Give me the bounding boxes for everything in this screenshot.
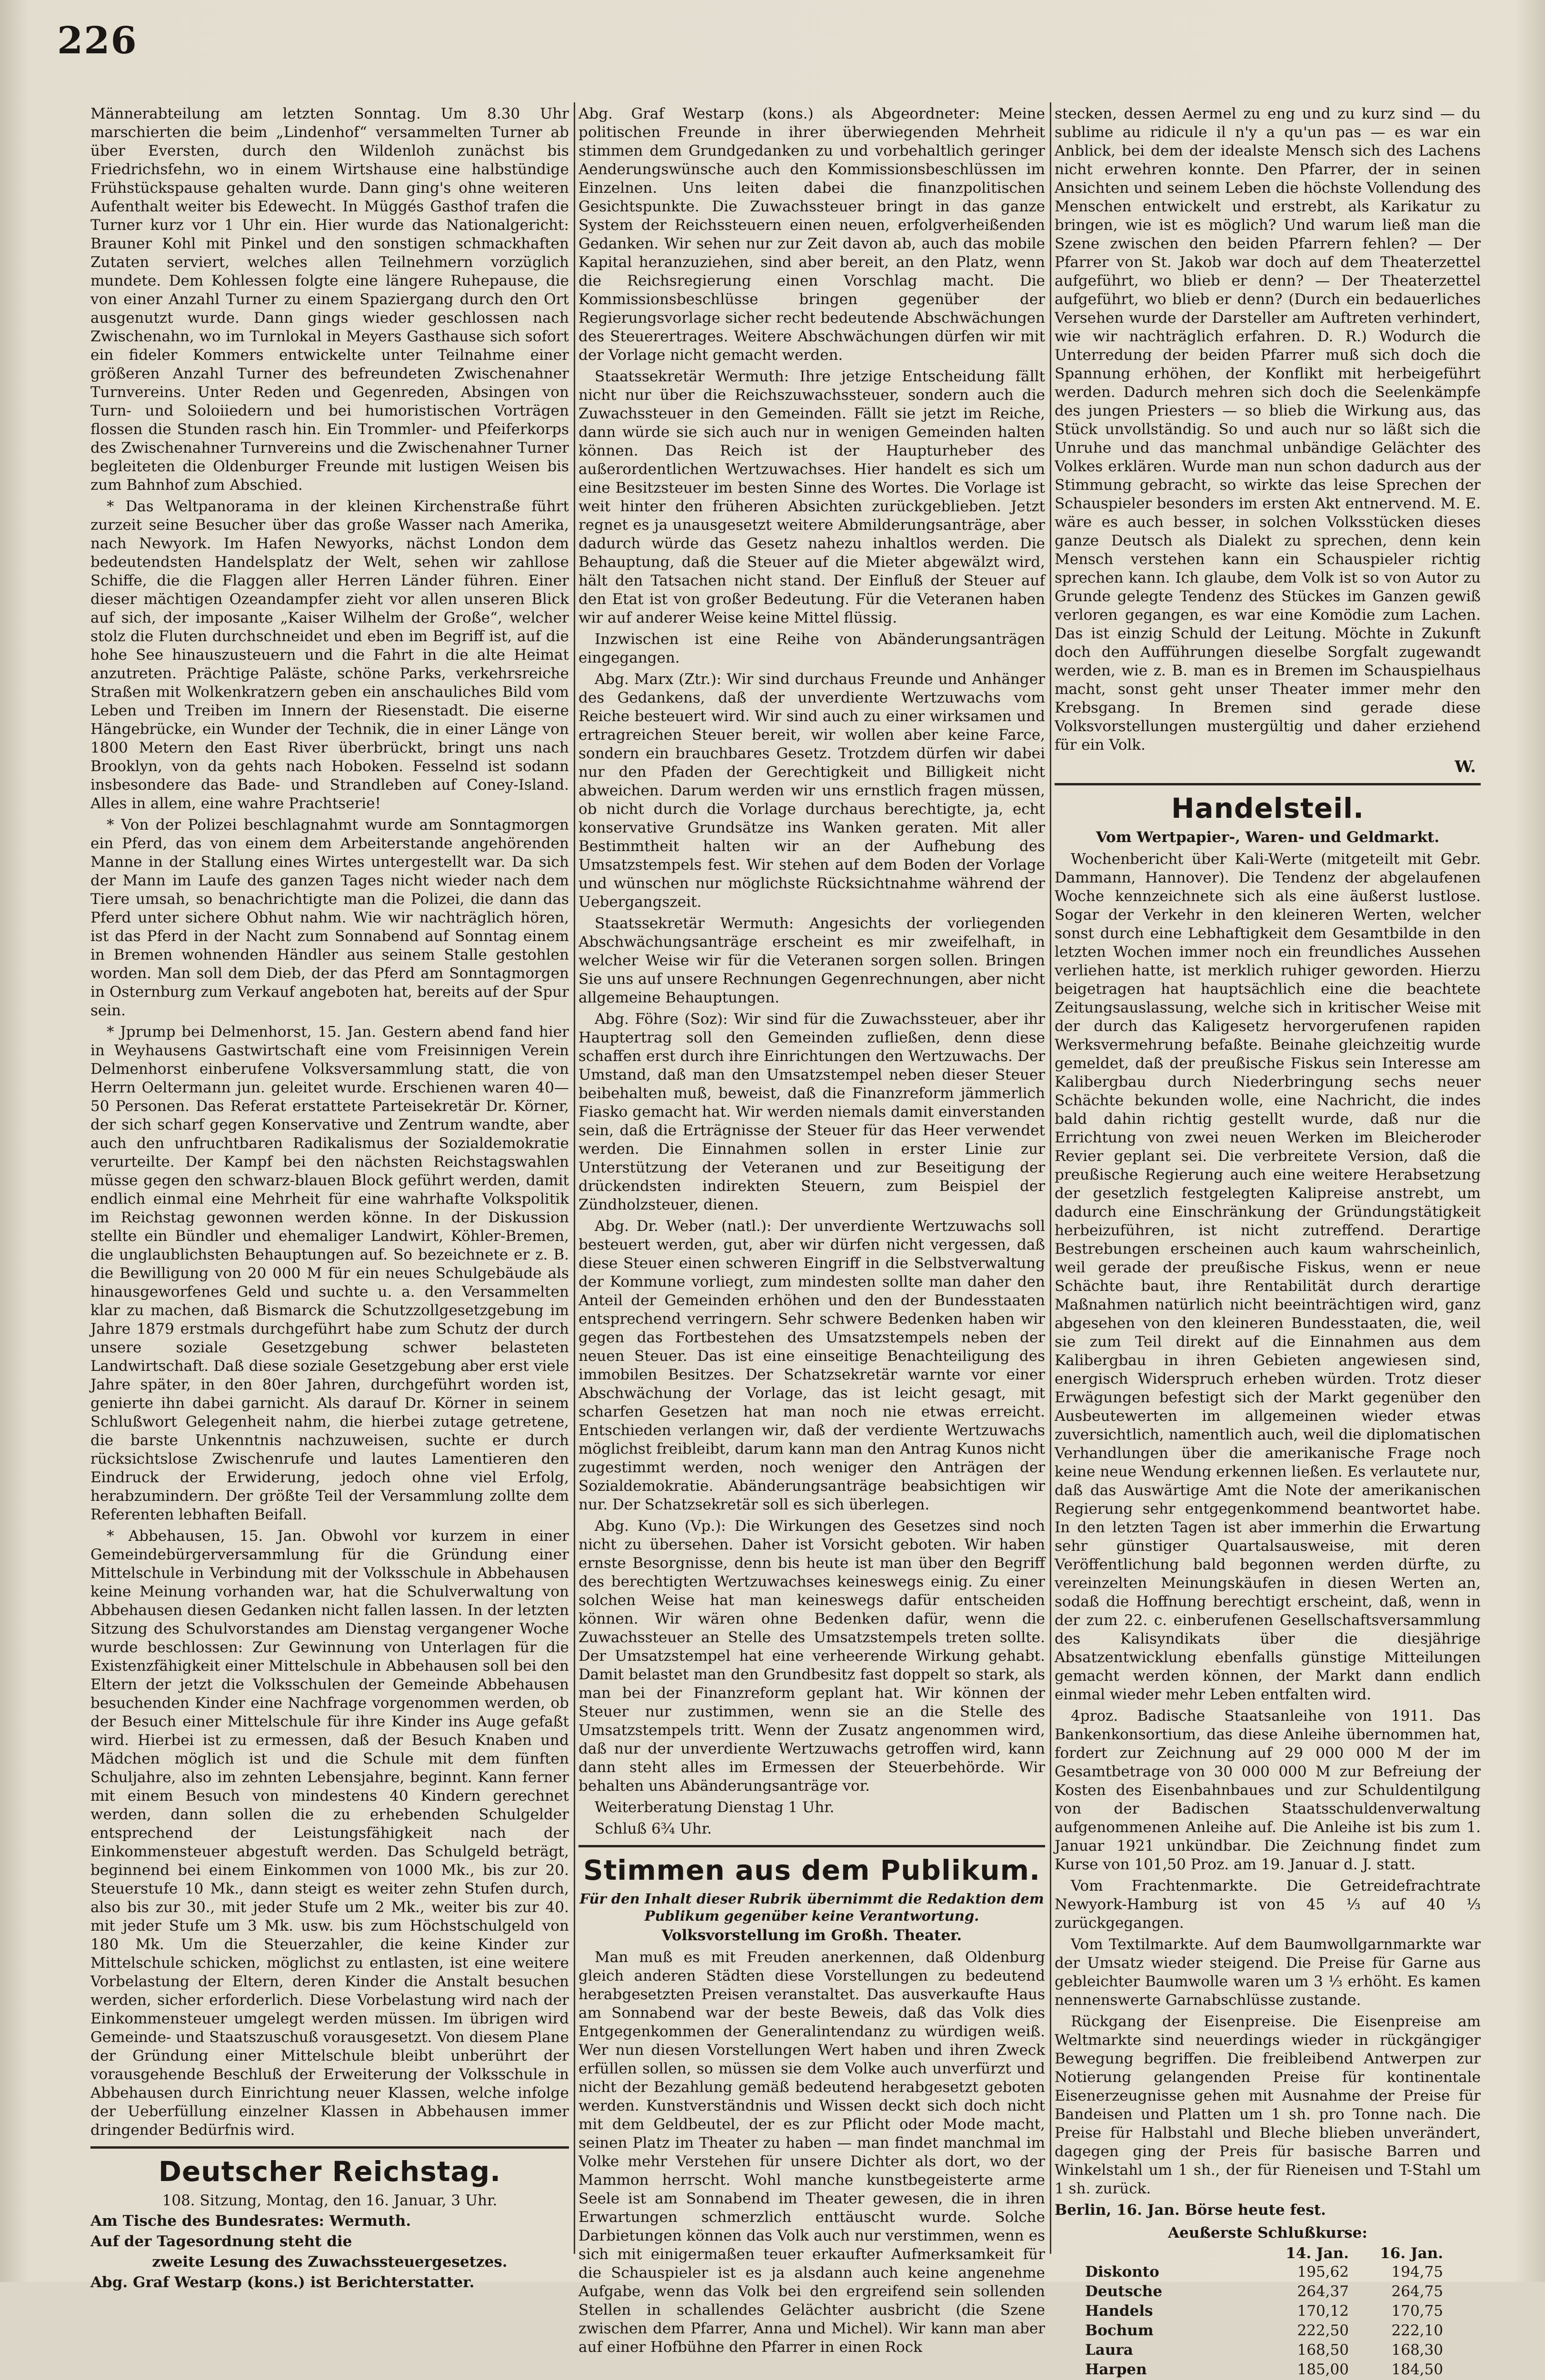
stock-row xyxy=(1083,2340,1445,2360)
article-textilmarkt: Vom Textilmarkte. Auf dem Baumwollgarnmarkte war der Umsatz wieder steigend. Die Preise für Garne aus gebleichter Baumwolle waren um 3 ⅓ erhöht. Es kamen nennenswerte Garnabschlüsse zustande. xyxy=(1055,1936,1481,2009)
stock-price-16-jan: 170,75 xyxy=(1391,2302,1443,2320)
reichstag-bundesrat: Am Tische des Bundesrates: Wermuth. xyxy=(90,2212,411,2230)
stock-price-16-jan: 168,30 xyxy=(1391,2341,1443,2359)
reichstag-reporter: Abg. Graf Westarp (kons.) ist Berichterstatter. xyxy=(90,2274,475,2291)
section-divider xyxy=(578,1845,1045,1847)
stock-name: Diskonto xyxy=(1085,2263,1159,2281)
next-session: Weiterberatung Dienstag 1 Uhr. xyxy=(595,1799,835,1816)
article-delmenhorst: * Jprump bei Delmenhorst, 15. Jan. Gestern abend fand hier in Weyhausens Gastwirtschaft eine vom Freisinnigen Verein Delmenhorst einberufene Volksversammlung statt, die von Herrn Oeltermann jun. geleitet wurde. Erschienen waren 40—50 Personen. Das Referat erstattete Parteisekretär Dr. Körner, der sich scharf gegen Konservative und Zentrum wandte, aber auch den unfruchtbaren Radikalismus der Sozialdemokratie verurteilte. Der Kampf bei den nächsten Reichstagswahlen müsse gegen den schwarz-blauen Block geführt werden, damit endlich einmal eine Mehrheit für eine wahrhafte Volkspolitik im Reichstag gewonnen werden könne. In der Diskussion stellte ein Bündler und ehemaliger Landwirt, Köhler-Bremen, die unglaublichsten Behauptungen auf. So bezeichnete er z. B. die Bewilligung von 20 000 M für ein neues Schulgebäude als hinausgeworfenes Geld und suchte u. a. den Versammelten klar zu machen, daß Bismarck die Schutzzollgesetzgebung im Jahre 1879 erstmals durchgeführt habe zum Schutz der durch unsere soziale Gesetzgebung schwer belasteten Landwirtschaft. Daß diese soziale Gesetzgebung aber erst viele Jahre später, in den 80er Jahren, durchgeführt worden ist, genierte ihn dabei garnicht. Als darauf Dr. Körner in seinem Schlußwort Gelegenheit nahm, die hierbei zutage getretene, die barste Unkenntnis nachzuweisen, suchte er durch rücksichtslose Zwischenrufe und lautes Lamentieren den Eindruck der Erwiderung, jedoch ohne viel Erfolg, herabzumindern. Der größte Teil der Versammlung zollte dem Referenten lebhaften Beifall. xyxy=(90,1023,569,1523)
article-polizei: * Von der Polizei beschlagnahmt wurde am Sonntagmorgen ein Pferd, das von einem dem Arbeiterstande angehörenden Manne in der Stallung eines Wirtes untergestellt war. Da sich der Mann im Laufe des ganzen Tages nicht wieder nach dem Tiere umsah, so benachrichtigte man die Polizei, die dann das Pferd unter sichere Obhut nahm. Wie wir nachträglich hören, ist das Pferd in der Nacht zum Sonnabend auf Sonntag einem in Bremen wohnenden Händler aus seinem Stalle gestohlen worden. Man soll dem Dieb, der das Pferd am Sonntagmorgen in Osternburg zum Verkauf angeboten hat, bereits auf der Spur sein. xyxy=(90,816,569,1019)
column-2 xyxy=(578,105,1045,2360)
letter-signature: W. xyxy=(1455,757,1476,776)
stock-price-16-jan: 264,75 xyxy=(1391,2283,1443,2300)
article-badische-anleihe: 4proz. Badische Staatsanleihe von 1911. Das Bankenkonsortium, das diese Anleihe übernommen hat, fordert zur Zeichnung auf 29 000 000 M der im Gesamtbetrage von 30 000 000 M zur Befreiung der Kosten des Eisenbahnbaues und zur Schuldentilgung von der Badischen Staatsschuldenverwaltung aufgenommenen Anleihe auf. Die Anleihe ist bis zum 1. Januar 1921 unkündbar. Die Zeichnung findet zum Kurse von 101,50 Proz. am 19. Januar d. J. statt. xyxy=(1055,1707,1481,1873)
speech-foehre: Abg. Föhre (Soz): Wir sind für die Zuwachssteuer, aber ihr Hauptertrag soll den Gemeinden zufließen, denn diese schaffen erst durch ihre Einrichtungen den Wertzuwachs. Der Umstand, daß man den Umsatzstempel neben dieser Steuer beibehalten muß, beweist, daß die Finanzreform jämmerlich Fiasko gemacht hat. Wir werden niemals damit einverstanden sein, daß die Erträgnisse der Steuer für das Heer verwendet werden. Die Einnahmen sollen in erster Linie zur Unterstützung der Veteranen und zur Beseitigung der drückendsten indirekten Steuern, zum Beispiel der Zündholzsteuer, dienen. xyxy=(578,1011,1045,1213)
article-turner: Männerabteilung am letzten Sonntag. Um 8.30 Uhr marschierten die beim „Lindenhof“ versammelten Turner ab über Eversten, durch den Wildenloh zunächst bis Friedrichsfehn, wo in einem Wirtshause eine halbstündige Frühstückspause gehalten wurde. Dann ging's ohne weiteren Aufenthalt weiter bis Edewecht. In Müggés Gasthof trafen die Turner kurz vor 1 Uhr ein. Hier wurde das Nationalgericht: Brauner Kohl mit Pinkel und den sonstigen schmackhaften Zutaten serviert, welches allen Teilnehmern vorzüglich mundete. Dem Kohlessen folgte eine längere Ruhepause, die von einer Anzahl Turner zu einem Spaziergang durch den Ort ausgenutzt wurde. Dann gings wieder geschlossen nach Zwischenahn, wo im Turnlokal in Meyers Gasthause sich sofort ein fideler Kommers entwickelte unter Teilnahme einer größeren Anzahl Turner des befreundeten Zwischenahner Turnvereins. Unter Reden und Gegenreden, Absingen von Turn- und Soloiiedern und bei humoristischen Vorträgen flossen die Stunden rasch hin. Ein Trommler- und Pfeiferkorps des Zwischenahner Turnvereins und die Zwischenahner Turner begleiteten die Oldenburger Freunde mit lustigen Weisen bis zum Bahnhof zum Abschied. xyxy=(90,105,569,494)
reichstag-session: 108. Sitzung, Montag, den 16. Januar, 3 Uhr. xyxy=(162,2192,498,2209)
reichstag-agenda: Auf der Tagesordnung steht die xyxy=(90,2233,352,2250)
stock-price-14-jan: 195,62 xyxy=(1297,2263,1349,2281)
stock-price-14-jan: 185,00 xyxy=(1297,2361,1349,2378)
article-abbehausen: * Abbehausen, 15. Jan. Obwohl vor kurzem in einer Gemeindebürgerversammlung für die Gründung einer Mittelschule in Verbindung mit der Volksschule in Abbehausen keine Meinung vorhanden war, hat die Schulverwaltung von Abbehausen diesen Gedanken nicht fallen lassen. In der letzten Sitzung des Schulvorstandes am Dienstag vergangener Woche wurde beschlossen: Zur Gewinnung von Unterlagen für die Existenzfähigkeit einer Mittelschule in Abbehausen soll bei den Eltern der jetzt die Volksschulen der Gemeinde Abbehausen besuchenden Kinder eine Nachfrage vorgenommen werden, ob der Besuch einer Mittelschule für ihre Kinder ins Auge gefaßt wird. Hierbei ist zu ermessen, daß der Besuch Knaben und Mädchen möglich ist und die Schule mit dem fünften Schuljahre, also im zehnten Lebensjahre, beginnt. Kann ferner mit einem Besuch von mindestens 40 Kindern gerechnet werden, dann sollen die zu erhebenden Schulgelder entsprechend der Leistungsfähigkeit nach der Einkommensteuer abgestuft werden. Das Schulgeld beträgt, beginnend bei einem Einkommen von 1000 Mk., bis zur 20. Steuerstufe 10 Mk., dann steigt es weiter zehn Stufen durch, also bis zur 30., mit jeder Stufe um 2 Mk., weiter bis zur 40. mit jeder Stufe um 3 Mk. usw. bis zum Höchstschulgeld von 180 Mk. Um die Steuerzahler, die keine Kinder zur Mittelschule schicken, möglichst zu entlasten, ist eine weitere Vorbelastung der Eltern, deren Kinder die Anstalt besuchen werden, sicher erforderlich. Diese Vorbelastung wird nach der Einkommensteuer umgelegt werden müssen. Im übrigen wird Gemeinde- und Staatszuschuß vorausgesetzt. Von diesem Plane der Gründung einer Mittelschule bleibt unberührt der vorausgehende Beschluß der Erweiterung der Volksschule in Abbehausen durch Einrichtung neuer Klassen, welche infolge der Ueberfüllung einzelner Klassen in Abbehausen immer dringender Bedürfnis wird. xyxy=(90,1527,569,2139)
stock-price-14-jan: 168,50 xyxy=(1297,2341,1349,2359)
publikum-heading: Stimmen aus dem Publikum. xyxy=(583,1854,1041,1886)
column-divider-2 xyxy=(1050,102,1051,2254)
stock-name: Bochum xyxy=(1085,2322,1154,2339)
stock-price-14-jan: 222,50 xyxy=(1297,2322,1349,2339)
speech-wermuth-1: Staatssekretär Wermuth: Ihre jetzige Entscheidung fällt nicht nur über die Reichszuwachssteuer, sondern auch die Zuwachssteuer in den Gemeinden. Fällt sie jetzt im Reiche, dann würde sie sich auch nur in wenigen Gemeinden halten können. Das Reich ist der Haupturheber des außerordentlichen Wertzuwachses. Hier handelt es sich um eine Besitzsteuer im besten Sinne des Wortes. Die Vorlage ist weit hinter den früheren Absichten zurückgeblieben. Jetzt regnet es ja unausgesetzt weitere Abmilderungsanträge, aber dadurch würde das Gesetz nahezu inhaltlos werden. Die Behauptung, daß die Steuer auf die Mieter abgewälzt wird, hält den Tatsachen nicht stand. Der Einfluß der Steuer auf den Etat ist von großer Bedeutung. Für die Veteranen haben wir auf anderer Weise keine Mittel flüssig. xyxy=(578,368,1045,626)
section-divider xyxy=(1055,783,1481,785)
stock-row xyxy=(1083,2360,1445,2380)
speech-wermuth-2: Staatssekretär Wermuth: Angesichts der vorliegenden Abschwächungsanträge erscheint es mir zweifelhaft, in welcher Weise wir für die Veteranen sorgen sollen. Bringen Sie uns auf unsere Rechnungen Gegenrechnungen, aber nicht allgemeine Behauptungen. xyxy=(578,915,1045,1006)
speech-kuno: Abg. Kuno (Vp.): Die Wirkungen des Gesetzes sind noch nicht zu übersehen. Daher ist Vorsicht geboten. Wir haben ernste Besorgnisse, denn bis heute ist man über den Begriff des berechtigten Wertzuwachses keineswegs einig. Zu einer solchen Weise hat man keineswegs dafür entscheiden können. Wir wären ohne Bedenken dafür, wenn die Zuwachssteuer an Stelle des Umsatzstempels treten sollte. Der Umsatzstempel hat eine verheerende Wirkung gehabt. Damit belastet man den Grundbesitz fast doppelt so stark, als man bei der Finanzreform geplant hat. Wir können der Steuer nur zustimmen, wenn sie an die Stelle des Umsatzstempels tritt. Wenn der Zusatz angenommen wird, daß nur der unverdiente Wertzuwachs getroffen wird, kann dann steht alles im Ermessen der Steuerbehörde. Wir behalten uns Abänderungsanträge vor. xyxy=(578,1517,1045,1795)
handel-subheading: Vom Wertpapier-, Waren- und Geldmarkt. xyxy=(1096,829,1440,846)
stock-table xyxy=(1083,2244,1445,2380)
stock-price-16-jan: 222,10 xyxy=(1391,2322,1443,2339)
stock-header-date-2: 16. Jan. xyxy=(1380,2245,1443,2262)
stock-name: Laura xyxy=(1085,2341,1133,2359)
stock-price-14-jan: 264,37 xyxy=(1297,2283,1349,2300)
stock-header-date-1: 14. Jan. xyxy=(1286,2245,1349,2262)
column-divider-1 xyxy=(574,102,575,2254)
column-1 xyxy=(90,105,569,2294)
stock-header-blank xyxy=(1083,2244,1256,2262)
publikum-disclaimer: Für den Inhalt dieser Rubrik übernimmt die Redaktion dem Publikum gegenüber keine Verantwortung. xyxy=(579,1891,1044,1924)
boerse-line: Berlin, 16. Jan. Börse heute fest. xyxy=(1055,2202,1326,2219)
section-divider xyxy=(90,2146,569,2149)
stock-table-title: Aeußerste Schlußkurse: xyxy=(1168,2224,1367,2241)
stock-row xyxy=(1083,2321,1445,2340)
stock-row xyxy=(1083,2262,1445,2282)
speech-marx: Abg. Marx (Ztr.): Wir sind durchaus Freunde und Anhänger des Gedankens, daß der unverdiente Wertzuwachs vom Reiche besteuert wird. Wir sind auch zu einer wirksamen und ertragreichen Steuer bereit, wir wollen aber keine Farce, sondern ein brauchbares Gesetz. Trotzdem dürfen wir dabei nur den Pfaden der Gerechtigkeit und Billigkeit nicht abweichen. Darum werden wir uns ernstlich fragen müssen, ob nicht durch die Vorlage durchaus berechtigte, ja, echt konservative Grundsätze ins Wanken geraten. Mit aller Bestimmtheit halten wir an der Aufhebung des Umsatzstempels fest. Wir stehen auf dem Boden der Vorlage und wünschen nur möglichste Rücksichtnahme während der Uebergangszeit. xyxy=(578,671,1045,911)
article-frachtenmarkt: Vom Frachtenmarkte. Die Getreidefrachtrate Newyork-Hamburg ist von 45 ⅓ auf 40 ⅓ zurückgegangen. xyxy=(1055,1877,1481,1932)
stock-name: Harpen xyxy=(1085,2361,1147,2378)
reichstag-heading: Deutscher Reichstag. xyxy=(158,2155,501,2188)
stock-name: Deutsche xyxy=(1085,2283,1163,2300)
stock-name: Handels xyxy=(1085,2302,1153,2320)
note-antraege: Inzwischen ist eine Reihe von Abänderungsanträgen eingegangen. xyxy=(578,631,1045,666)
stock-row xyxy=(1083,2282,1445,2301)
reichstag-reading: zweite Lesung des Zuwachssteuergesetzes. xyxy=(152,2253,508,2271)
stock-price-16-jan: 184,50 xyxy=(1391,2361,1443,2378)
handel-heading: Handelsteil. xyxy=(1171,792,1365,824)
publikum-letter: Man muß es mit Freuden anerkennen, daß Oldenburg gleich anderen Städten diese Vorstellungen zu bedeutend herabgesetzten Preisen veranstaltet. Das ausverkaufte Haus am Sonnabend war der beste Beweis, daß das Volk dies Entgegenkommen der Generalintendanz zu würdigen weiß. Wer nun diesen Vorstellungen Wert haben und ihren Zweck erfüllen sollen, so müssen sie dem Volke auch unverfürzt und nicht der Bezahlung gemäß bedeutend herabgesetzt geboten werden. Kunstverständnis und Wissen deckt sich doch nicht mit dem Geldbeutel, der es zur Pflicht oder Mode macht, seinen Platz im Theater zu haben — man findet manchmal im Volke mehr Verstehen für unsere Dichter als dort, wo der Mammon herrscht. Wohl manche kunstbegeisterte arme Seele ist am Sonnabend im Theater gewesen, die in ihren Erwartungen schmerzlich enttäuscht wurde. Solche Darbietungen können das Volk auch nur verstimmen, wenn es sich mit einigermaßen teuer erkaufter Aufmerksamkeit für die Schauspieler ist es ja alsdann auch keine angenehme Aufgabe, wenn das Volk bei den ergreifend sein sollenden Stellen in schallendes Gelächter ausbricht (die Szene zwischen dem Pfarrer, Anna und Michel). Wir kann man aber auf einer Hofbühne den Pfarrer in einen Rock xyxy=(578,1949,1045,2356)
page-number: 226 xyxy=(57,19,138,62)
speech-westarp: Abg. Graf Westarp (kons.) als Abgeordneter: Meine politischen Freunde in ihrer überwiegenden Mehrheit stimmen dem Grundgedanken zu und vorbehaltlich geringer Aenderungswünsche auch den Kommissionsbeschlüssen im Einzelnen. Uns leiten dabei die finanzpolitischen Gesichtspunkte. Die Zuwachssteuer bringt in das ganze System der Reichssteuern einen neuen, erfolgverheißenden Gedanken. Wir sehen nur zur Zeit davon ab, auch das mobile Kapital heranzuziehen, sind aber bereit, an den Platz, wenn die Reichsregierung einen Vorschlag macht. Die Kommissionsbeschlüsse bringen gegenüber der Regierungsvorlage sicher recht bedeutende Abschwächungen des Steuerertrages. Weitere Abschwächungen dürfen wir mit der Vorlage nicht gemacht werden. xyxy=(578,105,1045,364)
stock-row xyxy=(1083,2301,1445,2321)
article-eisenpreise: Rückgang der Eisenpreise. Die Eisenpreise am Weltmarkte sind neuerdings wieder in rückgängiger Bewegung begriffen. Die freibleibend Antwerpen zur Notierung gelangenden Preise für kontinentale Eisenerzeugnisse gehen mit Ausnahme der Preise für Bandeisen und Platten um 1 sh. pro Tonne nach. Die Preise für Halbstahl und Bleche blieben unverändert, dagegen ging der Preis für basische Barren und Winkelstahl um 1 sh., der für Rieneisen und T-Stahl um 1 sh. zurück. xyxy=(1055,2013,1481,2197)
stock-price-16-jan: 194,75 xyxy=(1391,2263,1443,2281)
publikum-subheading: Volksvorstellung im Großh. Theater. xyxy=(661,1927,962,1944)
stock-table-header xyxy=(1083,2244,1445,2262)
article-kali: Wochenbericht über Kali-Werte (mitgeteilt mit Gebr. Dammann, Hannover). Die Tendenz der abgelaufenen Woche kennzeichnete sich als eine äußerst lustlose. Sogar der Verkehr in den kleineren Werten, welcher sonst durch eine Lebhaftigkeit dem Gesamtbilde in den letzten Wochen immer noch ein freundliches Aussehen verliehen hatte, ist merklich ruhiger geworden. Hierzu beigetragen hat hauptsächlich eine die beachtete Zeitungsauslassung, welche sich in kritischer Weise mit der durch das Kaligesetz hervorgerufenen rapiden Werksvermehrung befaßte. Beinahe gleichzeitig wurde gemeldet, daß der preußische Fiskus sein Interesse am Kalibergbau durch Niederbringung sechs neuer Schächte bekunden wolle, eine Nachricht, die indes bald dahin richtig gestellt wurde, daß nur die Errichtung von zwei neuen Werken im Bleicheroder Revier geplant sei. Die verbreitete Version, daß die preußische Regierung auch eine weitere Herabsetzung der gesetzlich festgelegten Kalipreise anstrebt, um dadurch eine Einschränkung der Gründungstätigkeit herbeizuführen, ist nicht zutreffend. Derartige Bestrebungen erscheinen auch kaum wahrscheinlich, weil gerade der preußische Fiskus, wenn er neue Schächte baut, ihre Rentabilität durch derartige Maßnahmen natürlich nicht beeinträchtigen wird, ganz abgesehen von den kleineren Bundesstaaten, die, weil sie zum Teil direkt auf die Einnahmen aus dem Kalibergbau in ihren Gebieten angewiesen sind, energisch Widerspruch erheben würden. Trotz dieser Erwägungen befestigt sich der Markt gegenüber den Ausbeutewerten im allgemeinen wieder etwas zuversichtlich, namentlich auch, weil die diplomatischen Verhandlungen über die amerikanische Frage noch keine neue Wendung erkennen ließen. Es verlautete nur, daß das Auswärtige Amt die Note der amerikanischen Regierung sehr entgegenkommend beantwortet habe. In den letzten Tagen ist aber immerhin die Erwartung sehr günstiger Quartalsausweise, mit deren Veröffentlichung bald begonnen werden dürfte, zu vereinzelten Meinungskäufen in diesen Werten an, sodaß die Hoffnung berechtigt erscheint, daß, wenn in der zum 22. c. einberufenen Gesellschaftsversammlung des Kalisyndikats über die diesjährige Absatzentwicklung ebenfalls günstige Mitteilungen gemacht werden können, der Markt dann endlich einmal wieder mehr Leben entfalten wird. xyxy=(1055,851,1481,1703)
column-3 xyxy=(1055,105,1481,2380)
speech-weber: Abg. Dr. Weber (natl.): Der unverdiente Wertzuwachs soll besteuert werden, gut, aber wir dürfen nicht vergessen, daß diese Steuer einen schweren Eingriff in die Selbstverwaltung der Kommune vorliegt, zum mindesten sollte man daher den Anteil der Gemeinden erhöhen und den der Bundesstaaten entsprechend verringern. Sehr schwere Bedenken haben wir gegen das Fortbestehen des Umsatzstempels neben der neuen Steuer. Das ist eine einseitige Benachteiligung des immobilen Besitzes. Der Schatzsekretär warnte vor einer Abschwächung der Vorlage, das ist leicht gesagt, mit scharfen Gesetzen hat man noch nie etwas erreicht. Entschieden verlangen wir, daß der verdiente Wertzuwachs möglichst freibleibt, darum kann man den Antrag Kunos nicht zugestimmt werden, noch weniger den Anträgen der Sozialdemokratie. Abänderungsanträge beabsichtigen wir nur. Der Schatzsekretär soll es sich überlegen. xyxy=(578,1218,1045,1513)
session-end: Schluß 6¾ Uhr. xyxy=(595,1820,712,1837)
article-weltpanorama: * Das Weltpanorama in der kleinen Kirchenstraße führt zurzeit seine Besucher über das große Wasser nach Amerika, nach Newyork. Im Hafen Newyorks, nächst London dem bedeutendsten Handelsplatz der Welt, sehen wir zahllose Schiffe, die die Flaggen aller Herren Länder führen. Einer dieser mächtigen Ozeandampfer zieht vor allen unseren Blick auf sich, der imposante „Kaiser Wilhelm der Große“, welcher stolz die Fluten durchschneidet und eben im Begriff ist, auf die hohe See hinauszusteuern und die Fahrt in die alte Heimat anzutreten. Prächtige Paläste, schöne Parks, verkehrsreiche Straßen mit Wolkenkratzern geben ein anschauliches Bild vom Leben und Treiben im Innern der Riesenstadt. Die eiserne Hängebrücke, ein Wunder der Technik, die in einer Länge von 1800 Metern den East River überbrückt, bringt uns nach Brooklyn, von da gehts nach Hoboken. Fesselnd ist sodann insbesondere das Bade- und Strandleben auf Coney-Island. Alles in allem, eine wahre Prachtserie! xyxy=(90,498,569,812)
stock-price-14-jan: 170,12 xyxy=(1297,2302,1349,2320)
publikum-letter-cont: stecken, dessen Aermel zu eng und zu kurz sind — du sublime au ridicule il n'y a qu'un pas — es war ein Anblick, bei dem der idealste Mensch sich des Lachens nicht erwehren konnte. Den Pfarrer, der in seinen Ansichten und seinem Leben die höchste Vollendung des Menschen entwickelt und erstrebt, als Karikatur zu bringen, wie ist es möglich? Und warum ließ man die Szene zwischen den beiden Pfarrern fehlen? — Der Pfarrer von St. Jakob war doch auf dem Theaterzettel aufgeführt, wo blieb er denn? — Der Theaterzettel aufgeführt, wo blieb er denn? (Durch ein bedauerliches Versehen wurde der Darsteller am Auftreten verhindert, wie wir nachträglich erfahren. D. R.) Wodurch die Unterredung der beiden Pfarrer muß sich doch die Spannung erhöhen, der Konflikt mit herbeigeführt werden. Dadurch mehren sich doch die Seelenkämpfe des jungen Priesters — so blieb die Wirkung aus, das Stück unvollständig. So und auch nur so läßt sich die Unruhe und das manchmal unbändige Gelächter des Volkes erklären. Wurde man nun schon dadurch aus der Stimmung gebracht, so wirkte das leise Sprechen der Schauspieler besonders im ersten Akt entnervend. M. E. wäre es auch besser, in solchen Volksstücken dieses ganze Deutsch als Dialekt zu sprechen, denn kein Mensch verstehen kann ein Schauspieler richtig sprechen kann. Ich glaube, dem Volk ist so von Autor zu Grunde gelegte Tendenz des Stückes im Ganzen gewiß verloren gegangen, es war eine Komödie zum Lachen. Das ist einzig Schuld der Leitung. Möchte in Zukunft doch den Aufführungen dieselbe Sorgfalt zugewandt werden, wie z. B. man es in Bremen im Schauspielhaus macht, sonst geht unser Theater immer mehr den Krebsgang. In Bremen sind gerade diese Volksvorstellungen mustergültig und daher erziehend für ein Volk. xyxy=(1055,105,1481,754)
